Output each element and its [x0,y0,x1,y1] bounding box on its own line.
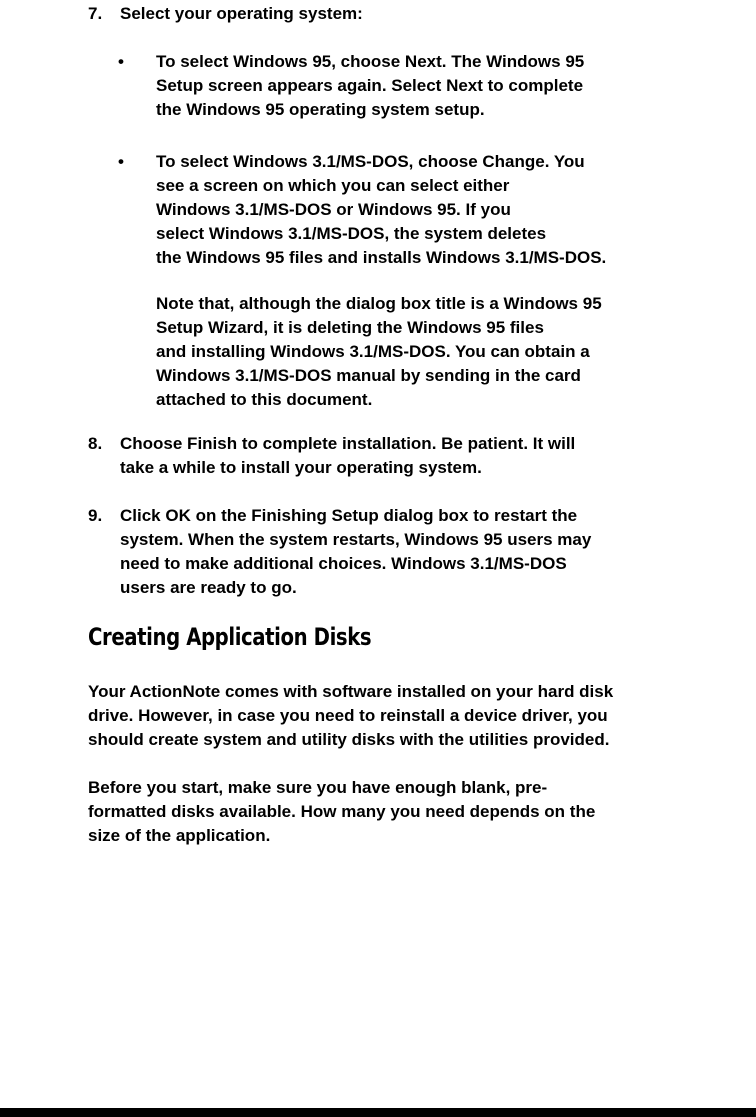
text-line: formatted disks available. How many you need depends on the [88,802,596,821]
bullet-symbol: • [118,52,124,71]
text-line: take a while to install your operating system. [120,458,482,477]
step-number: 9. [88,506,103,525]
bullet-symbol: • [118,152,124,171]
bullet-text [156,150,696,270]
text-line: system. When the system restarts, Windows 95 users may [120,530,592,549]
text-line: Click OK on the Finishing Setup dialog box to restart the [120,506,578,525]
step-text [120,504,680,600]
paragraph-before-start [88,776,708,848]
text-line: select Windows 3.1/MS-DOS, the system deletes [156,224,547,243]
text-line: see a screen on which you can select either [156,176,510,195]
text-line: and installing Windows 3.1/MS-DOS. You can obtain a [156,342,590,361]
text-line: Windows 3.1/MS-DOS manual by sending in the card [156,366,581,385]
bottom-border [0,1108,756,1117]
text-line: users are ready to go. [120,578,297,597]
paragraph-intro [88,680,708,752]
text-line: drive. However, in case you need to reinstall a device driver, you [88,706,608,725]
text-line: To select Windows 3.1/MS-DOS, choose Change. You [156,152,585,171]
text-line: Note that, although the dialog box title is a Windows 95 [156,294,602,313]
step-text: Select your operating system: [120,4,363,23]
note-paragraph [156,292,676,412]
text-line: Before you start, make sure you have enough blank, pre- [88,778,548,797]
text-line: Windows 3.1/MS-DOS or Windows 95. If you [156,200,511,219]
text-line: size of the application. [88,826,271,845]
text-line: should create system and utility disks with the utilities provided. [88,730,610,749]
text-line: Choose Finish to complete installation. Be patient. It will [120,434,576,453]
text-line: attached to this document. [156,390,373,409]
text-line: Your ActionNote comes with software installed on your hard disk [88,682,614,701]
step-number: 7. [88,4,103,23]
text-line: Setup Wizard, it is deleting the Windows 95 files [156,318,544,337]
section-heading: Creating Application Disks [88,623,372,651]
step-number: 8. [88,434,103,453]
bullet-text [156,50,696,122]
text-line: To select Windows 95, choose Next. The Windows 95 [156,52,585,71]
step-text [120,432,680,480]
text-line: the Windows 95 operating system setup. [156,100,485,119]
text-line: the Windows 95 files and installs Windows 3.1/MS-DOS. [156,248,607,267]
text-line: need to make additional choices. Windows 3.1/MS-DOS [120,554,567,573]
text-line: Setup screen appears again. Select Next to complete [156,76,584,95]
